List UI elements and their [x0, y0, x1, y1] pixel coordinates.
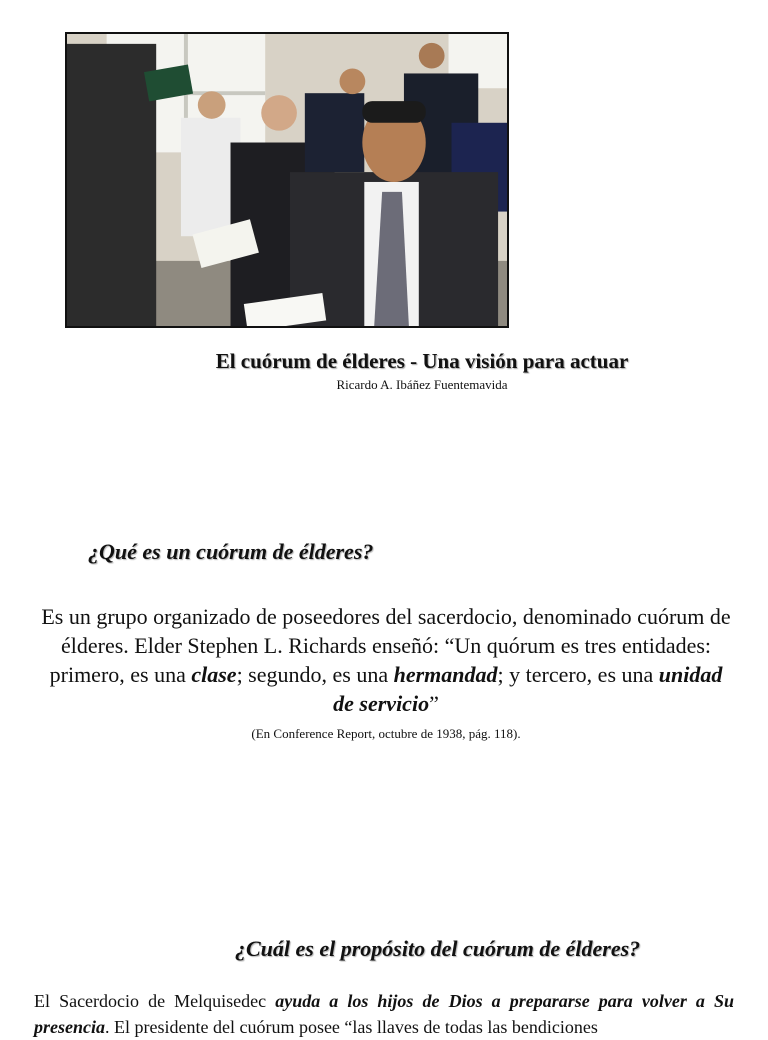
paragraph-definition	[40, 602, 732, 718]
document-author: Ricardo A. Ibáñez Fuentemavida	[336, 377, 508, 392]
emphasis-hermandad: hermandad	[393, 662, 498, 687]
header-photo	[65, 32, 509, 328]
document-title: El cuórum de élderes - Una visión para actuar	[215, 349, 629, 373]
emphasis-purpose: ayuda a los hijos de Dios a prepararse para volver a Su presencia	[34, 991, 734, 1037]
paragraph-text: ; y tercero, es una	[497, 662, 659, 687]
paragraph-text: Es un grupo organizado de poseedores del sacerdocio, denominado cuórum de élderes. Elder Stephen L. Richards enseñó: “Un quórum es tres entidades: primero, es una	[41, 604, 731, 687]
emphasis-unidad-de-servicio: unidad de servicio	[333, 662, 723, 716]
paragraph-text: ; segundo, es una	[236, 662, 394, 687]
paragraph-purpose	[34, 988, 734, 1040]
section-heading-purpose: ¿Cuál es el propósito del cuórum de élderes?	[235, 936, 641, 961]
emphasis-clase: clase	[191, 662, 237, 687]
photo-illustration	[67, 34, 507, 326]
citation: (En Conference Report, octubre de 1938, pág. 118).	[251, 726, 521, 741]
section-heading-what-is: ¿Qué es un cuórum de élderes?	[88, 539, 374, 564]
paragraph-text: El Sacerdocio de Melquisedec	[34, 991, 276, 1011]
paragraph-text: . El presidente del cuórum posee “las llaves de todas las bendiciones	[105, 1017, 598, 1037]
paragraph-text: ”	[429, 691, 439, 716]
